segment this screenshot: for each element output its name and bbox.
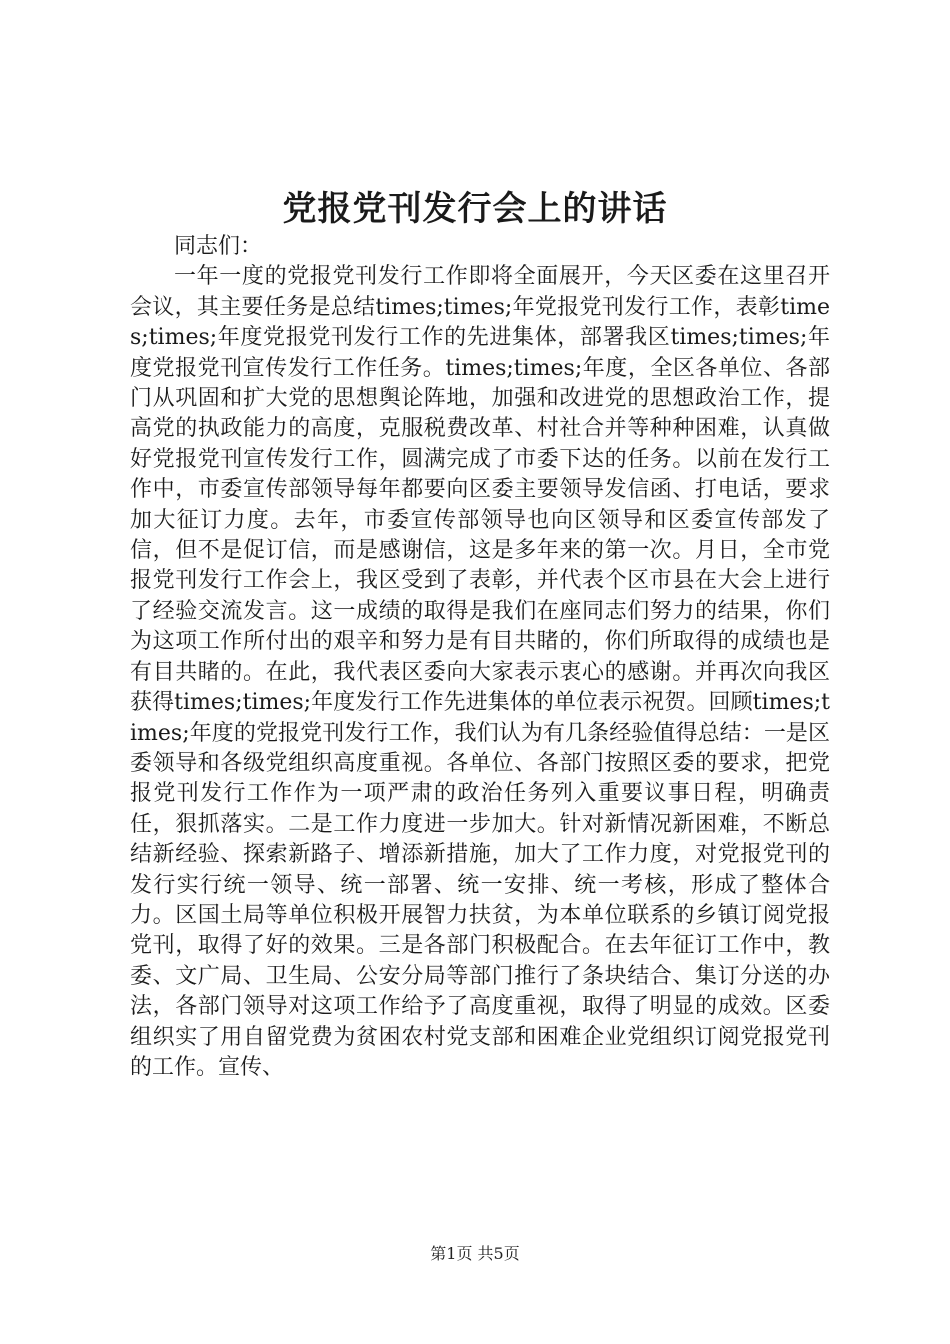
salutation: 同志们： xyxy=(174,234,263,259)
page-number: 第1页 共5页 xyxy=(430,1244,520,1263)
body-paragraph: 一年一度的党报党刊发行工作即将全面展开，今天区委在这里召开会议，其主要任务是总结times;times;年党报党刊发行工作，表彰times;times;年度党报党刊发行工作的先进集体，部署我区times;times;年度党报党刊宣传发行工作任务。times;times;年度，全区各单位、各部门从巩固和扩大党的思想舆论阵地，加强和改进党的思想政治工作，提高党的执政能力的高度，克服税费改革、村社合并等种种困难，认真做好党报党刊宣传发行工作，圆满完成了市委下达的任务。以前在发行工作中，市委宣传部领导每年都要向区委主要领导发信函、打电话，要求加大征订力度。去年，市委宣传部领导也向区领导和区委宣传部发了信，但不是促订信，而是感谢信，这是多年来的第一次。月日，全市党报党刊发行工作会上，我区受到了表彰，并代表个区市县在大会上进行了经验交流发言。这一成绩的取得是我们在座同志们努力的结果，你们为这项工作所付出的艰辛和努力是有目共睹的，你们所取得的成绩也是有目共睹的。在此，我代表区委向大家表示衷心的感谢。并再次向我区获得times;times;年度发行工作先进集体的单位表示祝贺。回顾times;times;年度的党报党刊发行工作，我们认为有几条经验值得总结：一是区委领导和各级党组织高度重视。各单位、各部门按照区委的要求，把党报党刊发行工作作为一项严肃的政治任务列入重要议事日程，明确责任，狠抓落实。二是工作力度进一步加大。针对新情况新困难，不断总结新经验、探索新路子、增添新措施，加大了工作力度，对党报党刊的发行实行统一领导、统一部署、统一安排、统一考核，形成了整体合力。区国土局等单位积极开展智力扶贫，为本单位联系的乡镇订阅党报党刊，取得了好的效果。三是各部门积极配合。在去年征订工作中，教委、文广局、卫生局、公安分局等部门推行了条块结合、集订分送的办法，各部门领导对这项工作给予了高度重视，取得了明显的成效。区委组织实了用自留党费为贫困农村党支部和困难企业党组织订阅党报党刊的工作。宣传、 xyxy=(130,264,830,1080)
document-body xyxy=(130,232,830,1083)
document-title: 党报党刊发行会上的讲话 xyxy=(282,189,668,229)
